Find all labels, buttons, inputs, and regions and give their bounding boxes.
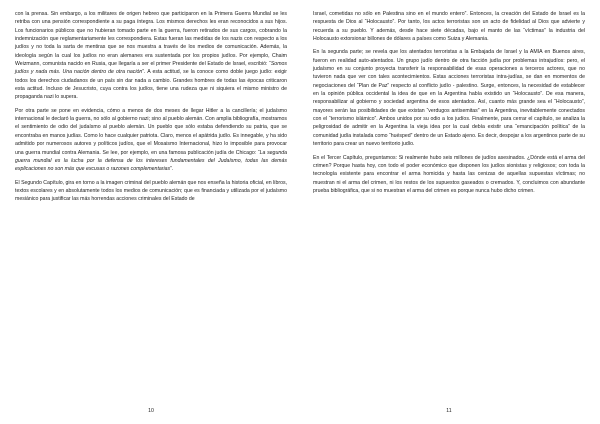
paragraph: Israel, cometidas no sólo en Palestina sino en el mundo entero”. Entonces, la creación del Estado de Israel es la respuesta de Dios al “Holocausto”. Por tanto, los actos terroristas son un acto de fidelidad al Dios que advierte y recuerda a su pueblo. Y además, desde hace siete décadas, bajo el manto de las “víctimas” la industria del Holocausto extorsionar billones de dólares a países como Suiza y Alemania. [313,11,585,43]
page-number: 10 [148,408,154,414]
right-page-text [313,10,585,195]
right-page [313,10,585,414]
paragraph: En la segunda parte; se revela que los atentados terroristas a la Embajada de Israel y la AMIA en Buenos aires, fueron en realidad auto-atentados. Un grupo judío dentro de otra facción judía por problemas intrajudíos: pero, el judaísmo en su conjunto proyecta transferir la responsabilidad de esas operaciones a terceros actores, que no tuvieron nada que ver con tales acontecimientos. Estas acciones terroristas intra-judías, se dan en momentos de negociaciones del “Plan de Paz” respecto al conflicto judío - palestino. Surge, entonces, la necesidad de establecer en la opinión pública occidental la idea de que en la Argentina había existido un “Holocausto”. De esa manera, responsabilizar al gobierno y sociedad argentina de esos atentados. Así, cuanto más grande sea el “Holocausto”, mayores serán las posibilidades de que existan “verdugos antisemitas” en la Argentina, inevitablemente conectados con el “terrorismo islámico”. Ambos unidos por su odio a los judíos. Finalmente, para cerrar el capítulo, se analiza la peligrosidad de admitir en la Argentina la vieja idea por la cual debía existir una “emancipación política” de la comunidad judía instalada como “huésped” dentro de un Estado ajeno. Es decir, despojar a los argentinos parte de su territorio para crear un nuevo territorio judío. [313,49,585,148]
paragraph: Por otra parte se pone en evidencia, cómo a menos de dos meses de llegar Hitler a la cancillería; el judaísmo internacional le declaró la guerra, no sólo al gobierno nazi; sino al pueblo alemán. Con amplia bibliografía, mostramos el sentimiento de odio del judaísmo al pueblo alemán. Un pueblo que sólo estaba defendiendo su patria, que se encontraba en manos judías. Como lo hace cualquier patriota. Claro, menos el apátrida judío. Es innegable, y ha sido admitido por numerosos autores y políticos judíos, que el Mosaismo Internacional, hizo lo imposible para provocar una guerra mundial contra Alemania. Se lee, por ejemplo, en una famosa publicación judía de Chicago: “La segunda guerra mundial es la lucha por la defensa de los intereses fundamentales del Judaísmo, todas las demás explicaciones no son más que excusas o razones complementarias”. [15,107,287,173]
page-number: 11 [446,408,452,414]
quote: La segunda guerra mundial es la lucha por la defensa de los intereses fundamentales del Judaísmo, todas las demás explicaciones no son más que excusas o razones complementarias [15,149,287,173]
quote: Somos judíos y nada más. Una nación dentro de otra nación [15,61,287,76]
left-page-text [15,10,287,204]
paragraph: En el Tercer Capítulo, preguntamos: Si realmente hubo seis millones de judíos asesinados. ¿Dónde está el arma del crimen? Porque hasta hoy, con todo el poder económico que disponen los judíos sionistas y religiosos; con toda la tecnología existente para encontrar el arma homicida y hasta las cenizas de aquellas supuestas víctimas; no muestran ni el arma del crimen, ni los restos de los supuestos gaseados o cremados. Y, concluimos con abundante prueba bibliográfica, que si no muestran el arma del crimen es porque nunca hubo dicho crimen. [313,154,585,194]
paragraph: El Segundo Capítulo, gira en torno a la imagen criminal del pueblo alemán que nos enseña la historia oficial, en libros, textos escolares y en absolutamente todos los medios de comunicación; que es financiada y utilizada por el judaísmo mesiánico para justificar las más horrendas acciones criminales del Estado de [15,179,287,203]
left-page [15,10,287,414]
paragraph: con la prensa. Sin embargo, a los militares de origen hebreo que participaron en la Primera Guerra Mundial se les retriba con una pensión correspondiente a su paga íntegra. Los mismos derechos les eran reconocidos a sus hijos. Los funcionarios públicos que no hubieran tomado parte en la guerra, fueron retirados de sus cargos, cobrando la indemnización que reglamentariamente les correspondiera. Estas fueran las medidas de los nazis con respecto a los judíos y no toda la sarta de mentiras que se nos muestra a través de los medios de comunicación. Además, la ideología según la cual los judíos no eran alemanes era sustentada por los propios judíos. Por ejemplo, Chaim Weizmann, comunista nacido en Rusia, que llegaría a ser el primer Presidente del Estado de Israel, escribió: “Somos judíos y nada más. Una nación dentro de otra nación”. A esta actitud, se la conoce como doble juego judío: exigir todos los derechos ciudadanos de un país sin dar nada a cambio. Grandes hombres de todas las épocas criticaron esta actitud. Incluso de Jesucristo, cuya contra los judíos, tiene una rudeza que ni siquiera el mismo ministro de propaganda nazi lo supera. [15,11,288,101]
